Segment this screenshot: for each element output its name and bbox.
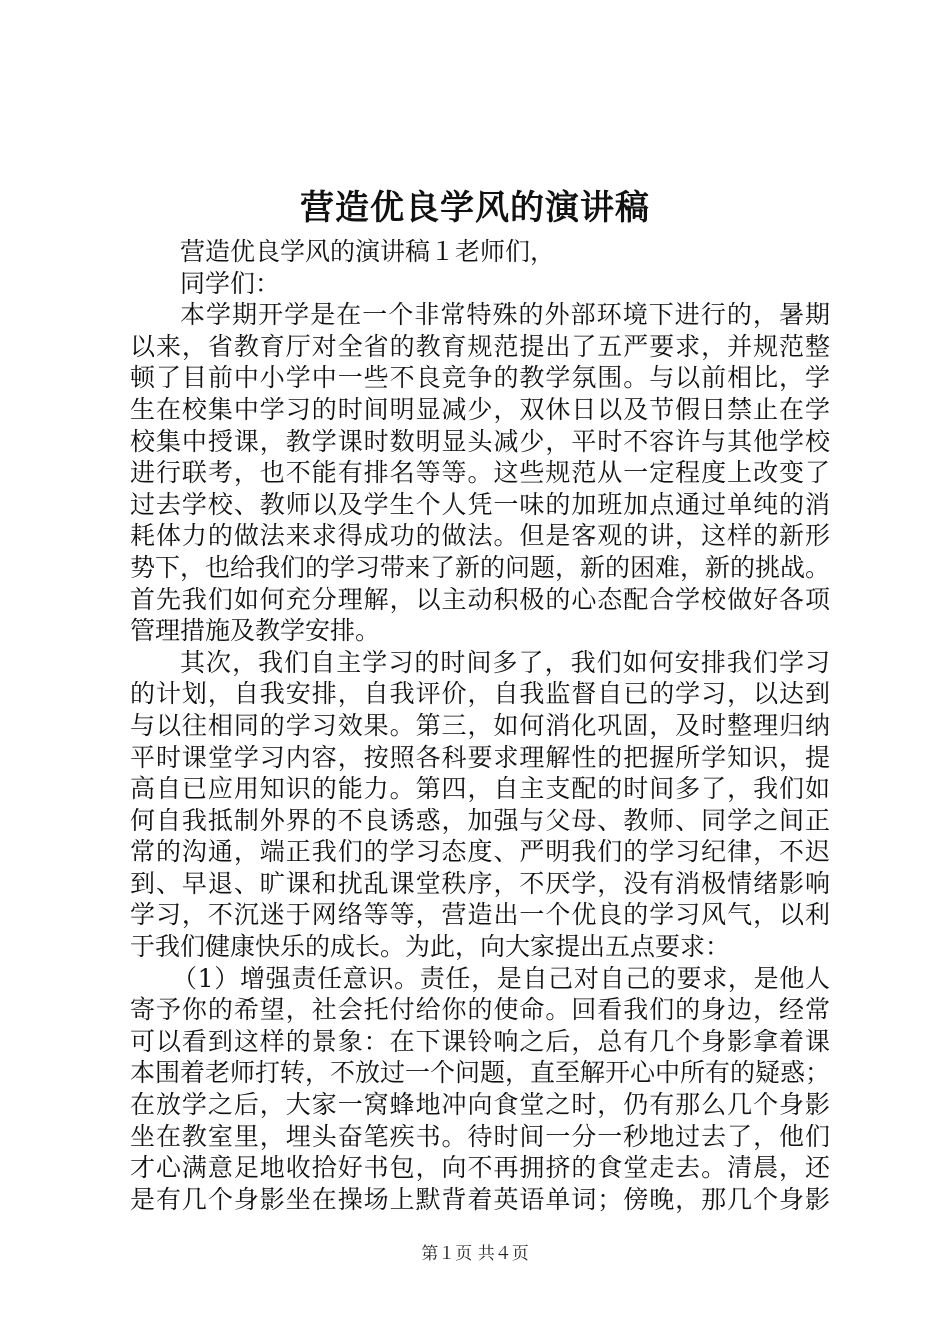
body-line: 首先我们如何充分理解，以主动积极的心态配合学校做好各项 bbox=[130, 584, 830, 614]
body-line: 何自我抵制外界的不良诱惑，加强与父母、教师、同学之间正 bbox=[130, 805, 830, 835]
body-line: 管理措施及教学安排。 bbox=[130, 616, 381, 646]
body-line: 是有几个身影坐在操场上默背着英语单词；傍晚，那几个身影 bbox=[130, 1184, 830, 1214]
body-line: 到、早退、旷课和扰乱课堂秩序，不厌学，没有消极情绪影响 bbox=[130, 868, 830, 898]
body-line: 寄予你的希望，社会托付给你的使命。回看我们的身边，经常 bbox=[130, 995, 830, 1025]
page-footer: 第１页 共４页 bbox=[421, 1244, 529, 1264]
body-line: 本学期开学是在一个非常特殊的外部环境下进行的，暑期 bbox=[180, 300, 830, 330]
body-line: 本围着老师打转，不放过一个问题，直至解开心中所有的疑惑； bbox=[130, 1058, 831, 1088]
document-title: 营造优良学风的演讲稿 bbox=[300, 188, 650, 228]
body-line: 顿了目前中小学中一些不良竞争的教学氛围。与以前相比，学 bbox=[130, 363, 830, 393]
body-line: 高自已应用知识的能力。第四，自主支配的时间多了，我们如 bbox=[130, 774, 830, 804]
body-line: 学习，不沉迷于网络等等，营造出一个优良的学习风气，以利 bbox=[130, 900, 830, 930]
body-line: 进行联考，也不能有排名等等。这些规范从一定程度上改变了 bbox=[130, 458, 830, 488]
body-line: 过去学校、教师以及学生个人凭一味的加班加点通过单纯的消 bbox=[130, 489, 830, 519]
body-line: 可以看到这样的景象：在下课铃响之后，总有几个身影拿着课 bbox=[130, 1026, 830, 1056]
body-line: 坐在教室里，埋头奋笔疾书。待时间一分一秒地过去了，他们 bbox=[130, 1121, 830, 1151]
body-line: （1）增强责任意识。责任，是自己对自己的要求，是他人 bbox=[172, 963, 830, 993]
body-line: 于我们健康快乐的成长。为此，向大家提出五点要求： bbox=[130, 932, 731, 962]
body-line: 与以往相同的学习效果。第三，如何消化巩固，及时整理归纳 bbox=[130, 710, 830, 740]
body-line: 以来，省教育厅对全省的教育规范提出了五严要求，并规范整 bbox=[130, 331, 830, 361]
body-line: 生在校集中学习的时间明显减少，双休日以及节假日禁止在学 bbox=[130, 394, 830, 424]
body-line: 耗体力的做法来求得成功的做法。但是客观的讲，这样的新形 bbox=[130, 521, 830, 551]
body-line: 校集中授课，教学课时数明显头减少，平时不容许与其他学校 bbox=[130, 426, 830, 456]
body-line: 才心满意足地收拾好书包，向不再拥挤的食堂走去。清晨，还 bbox=[130, 1153, 830, 1183]
body-line: 同学们： bbox=[180, 268, 281, 298]
document-body bbox=[130, 236, 830, 1215]
body-line: 平时课堂学习内容，按照各科要求理解性的把握所学知识，提 bbox=[130, 742, 830, 772]
body-line: 其次，我们自主学习的时间多了，我们如何安排我们学习 bbox=[180, 647, 830, 677]
body-line: 营造优良学风的演讲稿１老师们， bbox=[180, 237, 556, 266]
body-line: 在放学之后，大家一窝蜂地冲向食堂之时，仍有那么几个身影 bbox=[130, 1090, 830, 1120]
body-line: 势下，也给我们的学习带来了新的问题，新的困难，新的挑战。 bbox=[130, 552, 831, 582]
body-line: 的计划，自我安排，自我评价，自我监督自已的学习，以达到 bbox=[130, 679, 830, 709]
body-line: 常的沟通，端正我们的学习态度、严明我们的学习纪律，不迟 bbox=[130, 837, 830, 867]
